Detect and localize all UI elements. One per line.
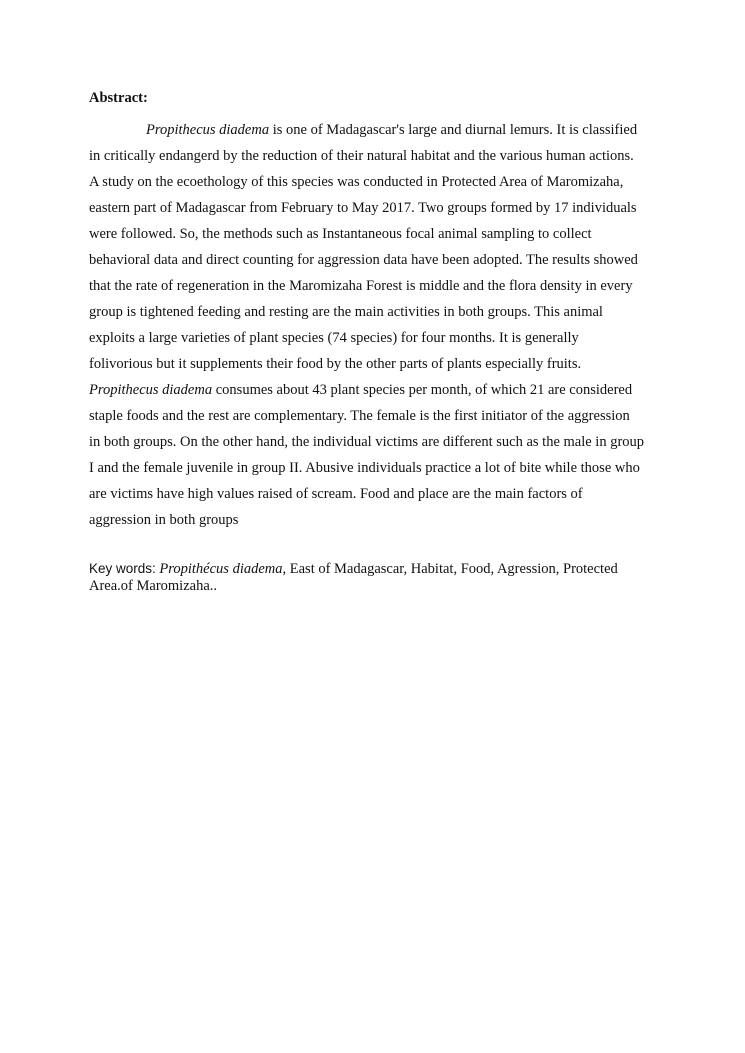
abstract-line (89, 117, 667, 143)
abstract-line: that the rate of regeneration in the Maromizaha Forest is middle and the flora density in every (89, 278, 633, 294)
keywords-list-continued: Area.of Maromizaha.. (89, 578, 218, 594)
abstract-heading: Abstract: (89, 90, 148, 106)
abstract-line: behavioral data and direct counting for aggression data have been adopted. The results showed (89, 252, 638, 268)
species-name: Propithecus diadema (146, 122, 270, 138)
abstract-line: in both groups. On the other hand, the individual victims are different such as the male in group (89, 434, 645, 450)
abstract-line: aggression in both groups (89, 512, 239, 528)
keywords-label: Key words: (89, 561, 156, 576)
abstract-line: in critically endangerd by the reduction of their natural habitat and the various human actions. (89, 148, 634, 164)
abstract-line: exploits a large varieties of plant species (74 species) for four months. It is generally (89, 330, 579, 346)
abstract-line: were followed. So, the methods such as Instantaneous focal animal sampling to collect (89, 226, 592, 242)
keywords-list: , East of Madagascar, Habitat, Food, Agression, Protected (282, 561, 618, 577)
abstract-line-text: is one of Madagascar's large and diurnal lemurs. It is classified (269, 122, 638, 138)
abstract-line: staple foods and the rest are complementary. The female is the first initiator of the aggression (89, 408, 630, 424)
keywords-species: Propithécus diadema (159, 561, 283, 577)
abstract-line-text: consumes about 43 plant species per month, of which 21 are considered (212, 382, 633, 398)
abstract-line: folivorious but it supplements their food by the other parts of plants especially fruits. (89, 356, 582, 372)
abstract-line: are victims have high values raised of scream. Food and place are the main factors of (89, 486, 583, 502)
abstract-line: I and the female juvenile in group II. Abusive individuals practice a lot of bite while those who (89, 460, 640, 476)
abstract-line: group is tightened feeding and resting are the main activities in both groups. This animal (89, 304, 603, 320)
abstract-body (89, 117, 667, 533)
abstract-line: A study on the ecoethology of this species was conducted in Protected Area of Maromizaha, (89, 174, 624, 190)
abstract-line: eastern part of Madagascar from February to May 2017. Two groups formed by 17 individuals (89, 200, 637, 216)
species-name: Propithecus diadema (89, 382, 213, 398)
abstract-line (89, 377, 667, 403)
keywords-paragraph (89, 560, 669, 595)
